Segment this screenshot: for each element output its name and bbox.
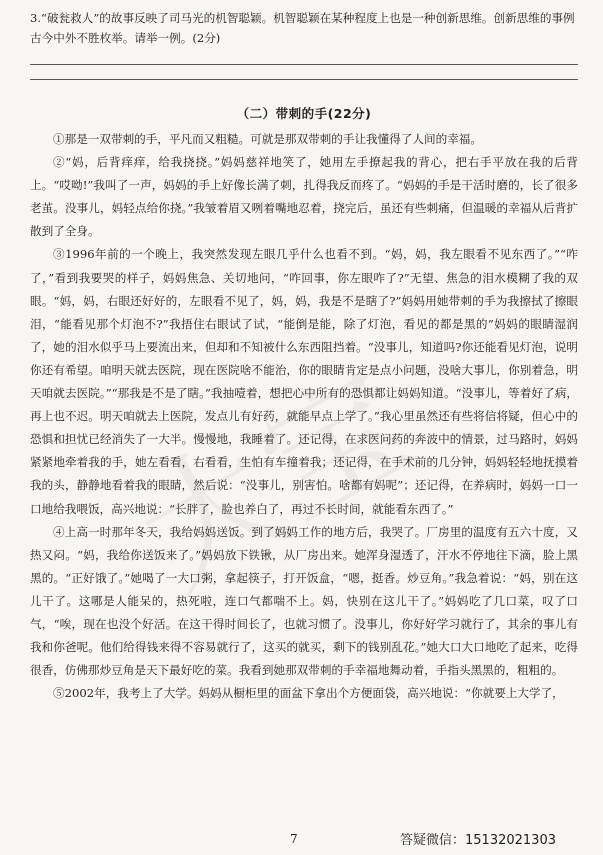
paragraph-3: ③1996年前的一个晚上，我突然发现左眼几乎什么也看不到。“妈，妈，我左眼看不见东西了。”“咋了，”看到我要哭的样子，妈妈焦急、关切地问，“咋回事，你左眼咋了?”无望、焦急的泪水模糊了我的双眼。“妈，妈，右眼还好好的，左眼看不见了，妈，妈，我是不是瞎了?”妈妈用她带刺的手为我擦拭了擦眼泪，“能看见那个灯泡不?”我捂住右眼试了试，“能倒是能，除了灯泡，看见的都是黑的”妈妈的眼睛湿润了，她的泪水似乎马上要流出来，但却和不知被什么东西阻挡着。“没事儿，知道吗?你还能看见灯泡，说明你还有希望。咱明天就去医院，现在医院啥不能治，你的眼睛肯定是点小问题，没啥大事儿，你别着急，明天咱就去医院。”“那我是不是了瞎。”我抽噎着，想把心中所有的恐惧都让妈妈知道。“没事儿，等着好了病，再上也不迟。明天咱就去上医院，发点儿有好药，就能早点上学了。”我心里虽然还有些将信将疑，但心中的恐惧和担忧已经消失了一大半。慢慢地，我睡着了。还记得，在求医问药的奔波中的情景，过马路时，妈妈紧紧地牵着我的手，她左看看，右看看，生怕有车撞着我；还记得，在手术前的几分钟，妈妈轻轻地抚摸着我的头，静静地看着我的眼睛，然后说：“没事儿，别害怕。啥都有妈呢”；还记得，在养病时，妈妈一口一口地给我喂饭，高兴地说：“长胖了，脸也养白了，再过不长时间，就能看东西了。” [30, 247, 578, 516]
paragraph-4: ④上高一时那年冬天，我给妈妈送饭。到了妈妈工作的地方后，我哭了。厂房里的温度有五六十度，又热又闷。“妈，我给你送饭来了。”妈妈放下铁锹，从厂房出来。她浑身湿透了，汗水不停地往下滴，脸上黑黑的。“正好饿了。”她喝了一大口粥，拿起筷子，打开饭盒，“嗯，挺香。炒豆角。”我急着说：“妈，别在这儿干了。这哪是人能呆的，热死啦，连口气都喘不上。妈，快别在这儿干了。”妈妈吃了几口菜，叹了口气，“唉，现在也没个好活。在这干得时间长了，也就习惯了。没事儿，你好好学习就行了，其余的事儿有我和你爸呢。他们给得钱来得不容易就行了，这买的就买，剩下的钱别乱花。”她大口大口地吃了起来，吃得很香，仿佛那炒豆角是天下最好吃的菜。我看到她那双带刺的手幸福地舞动着，手指头黑黑的，粗粗的。 [30, 524, 578, 678]
section-title: （二）带刺的手(22分) [236, 106, 372, 121]
answer-line-1 [30, 64, 578, 65]
question-3: 3.“破瓮救人”的故事反映了司马光的机智聪颖。机智聪颖在某种程度上也是一种创新思维。创新思维的事例古今中外不胜枚举。请举一例。(2分) [30, 11, 575, 45]
footer-contact: 答疑微信：15132021303 [400, 833, 556, 848]
answer-line-2 [30, 79, 578, 80]
paragraph-1: ①那是一双带刺的手，平凡而又粗糙。可就是那双带刺的手让我懂得了人间的幸福。 [53, 132, 482, 146]
paragraph-2: ②“妈，后背痒痒，给我挠挠。”妈妈慈祥地笑了，她用左手撩起我的背心，把右手平放在我的后背上。“哎呦!”我叫了一声，妈妈的手上好像长满了刺，扎得我反而疼了。“妈妈的手是干活时磨的，长了很多老茧。没事儿，妈轻点给你挠。”我皱着眉又咧着嘴地忍着，挠完后，虽还有些刺痛，但温暖的幸福从后背扩散到了全身。 [30, 155, 578, 239]
page-number: 7 [290, 832, 298, 846]
page-content [30, 8, 578, 705]
paragraph-5: ⑤2002年，我考上了大学。妈妈从橱柜里的面盆下拿出个方便面袋，高兴地说：“你就要上大学了， [53, 686, 564, 701]
